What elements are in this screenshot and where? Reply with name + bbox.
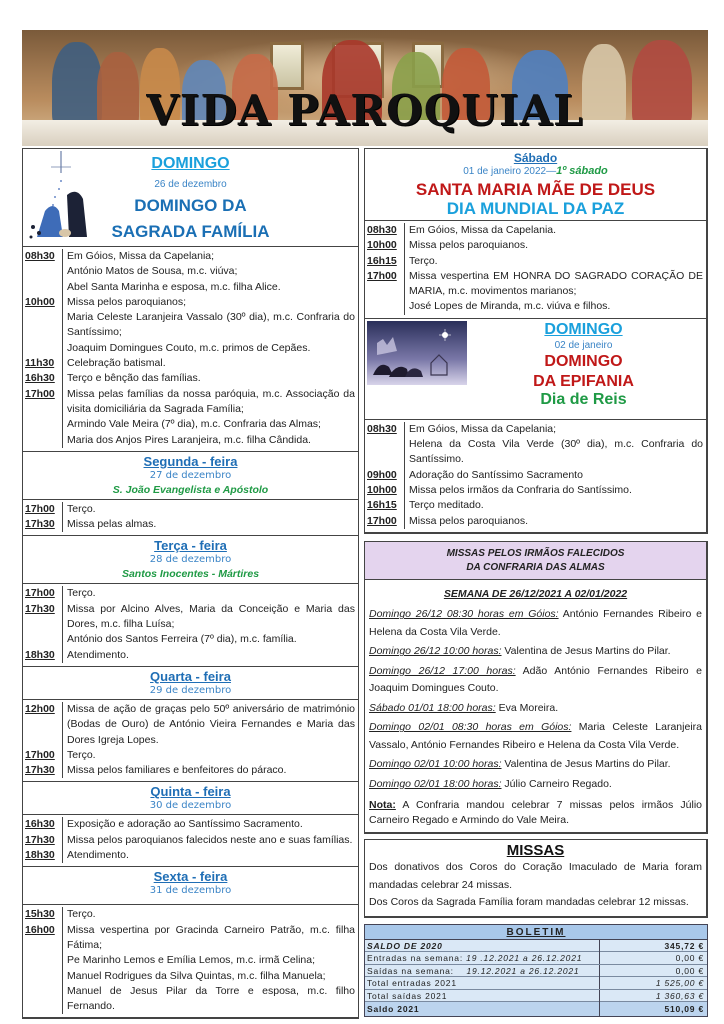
entry-description: José Lopes de Miranda, m.c. viúva e filhos.	[409, 300, 611, 313]
entry-time	[23, 433, 63, 448]
confraria-item-when: Domingo 02/01 08:30 horas em Góios:	[369, 721, 572, 734]
wednesday-day-name: Quarta - feira	[150, 668, 231, 684]
entry-time	[365, 299, 405, 314]
wednesday-header	[23, 667, 358, 700]
schedule-entry	[23, 763, 358, 778]
entry-description: Missa pelos paroquianos;	[67, 295, 187, 308]
boletim-label	[365, 1002, 600, 1016]
page-title: VIDA PAROQUIAL	[146, 86, 584, 135]
entry-description: Terço.	[67, 587, 96, 600]
saturday-day-name: Sábado	[513, 151, 558, 165]
friday-day-name: Sexta - feira	[153, 869, 228, 885]
entry-description: Manuel Rodrigues da Silva Quintas, m.c. filha Manuela;	[67, 969, 326, 982]
entry-time: 16h00	[23, 923, 63, 954]
entry-time: 12h00	[23, 702, 63, 748]
entry-time: 17h00	[23, 586, 63, 601]
entry-description: Atendimento.	[67, 849, 129, 862]
entry-time: 15h30	[23, 907, 63, 922]
schedule-entry	[365, 468, 706, 483]
entry-time: 10h00	[365, 483, 405, 498]
saturday-header	[365, 149, 706, 221]
confraria-item	[369, 719, 702, 754]
tuesday-date: 28 de dezembro	[149, 554, 232, 566]
confraria-item	[369, 606, 702, 641]
entry-description: Terço.	[409, 254, 438, 267]
entry-description: Abel Santa Marinha e esposa, m.c. filha Alice.	[67, 280, 281, 293]
entry-time: 16h15	[365, 498, 405, 513]
schedule-entry	[23, 702, 358, 748]
confraria-item	[369, 756, 702, 774]
confraria-item-when: Domingo 26/12 17:00 horas:	[369, 664, 516, 677]
entry-description: António Matos de Sousa, m.c. viúva;	[67, 265, 238, 278]
entry-time: 08h30	[365, 422, 405, 437]
friday-date: 31 de dezembro	[149, 885, 232, 897]
schedule-entry	[23, 417, 358, 432]
note-text: A Confraria mandou celebrar 7 missas pelos irmãos Júlio Carneiro Regado e Armindo do Vale Meira.	[369, 799, 702, 827]
entry-time: 16h30	[23, 371, 63, 386]
entry-description: Missa pelos paroquianos.	[409, 514, 529, 527]
saturday-sunday-box	[364, 148, 708, 534]
entry-time: 17h00	[365, 514, 405, 529]
schedule-entry	[365, 254, 706, 269]
epiphany-header	[365, 319, 706, 420]
confraria-item-who: Valentina de Jesus Martins do Pilar.	[501, 758, 671, 771]
entry-description: Terço.	[67, 748, 96, 761]
boletim-label-text: Saídas na semana:	[367, 965, 467, 976]
entry-time: 17h00	[365, 269, 405, 300]
entry-description: Missa vespertina EM HONRA DO SAGRADO CORAÇÃO DE MARIA, m.c. movimentos marianos;	[409, 269, 703, 298]
epiphany-feast-line2: DA EPIFANIA	[533, 372, 634, 390]
entry-time	[23, 953, 63, 968]
schedule-entry	[23, 969, 358, 984]
schedule-entry	[23, 502, 358, 517]
boletim-value: 0,00 €	[675, 953, 704, 964]
schedule-entry	[23, 748, 358, 763]
entry-time	[365, 437, 405, 468]
boletim-row	[365, 940, 707, 953]
entry-time: 17h30	[23, 833, 63, 848]
missas-box	[364, 839, 708, 918]
boletim-value: 0,00 €	[675, 965, 704, 976]
schedule-entry	[365, 422, 706, 437]
entry-description: Terço meditado.	[409, 499, 484, 512]
boletim-label-text: Total saídas 2021	[367, 990, 448, 1001]
boletim-period: 19.12.2021 a 26.12.2021	[466, 965, 580, 976]
boletim-label-text: Total entradas 2021	[367, 978, 457, 989]
entry-time: 17h30	[23, 763, 63, 778]
schedule-entry	[23, 848, 358, 863]
confraria-item-when: Domingo 02/01 18:00 horas:	[369, 777, 502, 790]
entry-description: Helena da Costa Vila Verde (30º dia), m.c. Confraria do Santíssimo.	[409, 438, 703, 466]
entry-description: Missa pelas almas.	[67, 518, 157, 531]
entry-description: Missa pelos paroquianos falecidos neste ano e suas famílias.	[67, 833, 353, 846]
epiphany-feast-line3: Dia de Reis	[540, 390, 627, 408]
entry-time: 10h00	[23, 295, 63, 310]
boletim-value: 1 525,00 €	[655, 978, 704, 989]
boletim-label	[365, 977, 600, 989]
boletim-value: 1 360,63 €	[655, 990, 704, 1001]
note-label: Nota:	[369, 799, 396, 812]
boletim-row	[365, 965, 707, 978]
tuesday-day-name: Terça - feira	[154, 538, 227, 554]
boletim-label	[365, 952, 600, 964]
thursday-day-name: Quinta - feira	[150, 784, 231, 800]
sunday-header	[23, 149, 358, 247]
sunday-date: 26 de dezembro	[154, 179, 227, 190]
entry-time	[23, 984, 63, 1015]
entry-time: 17h00	[23, 502, 63, 517]
boletim-header	[365, 925, 707, 940]
entry-description: Maria dos Anjos Pires Laranjeira, m.c. filha Cândida.	[67, 433, 311, 446]
boletim-value: 345,72 €	[664, 940, 704, 951]
right-column	[364, 148, 708, 1017]
entry-description: Em Góios, Missa da Capelania;	[409, 422, 557, 435]
schedule-entry	[365, 299, 706, 314]
confraria-note	[369, 798, 702, 828]
sunday-feast-line1: DOMINGO DA	[134, 196, 247, 215]
entry-description: Missa por Alcino Alves, Maria da Conceição e Maria das Dores, m.c. filha Luísa;	[67, 602, 355, 631]
confraria-item-who: Eva Moreira.	[495, 701, 559, 714]
boletim-label	[365, 940, 600, 952]
schedule-entry	[23, 632, 358, 647]
confraria-item	[369, 643, 702, 661]
schedule-entry	[23, 310, 358, 341]
schedule-entry	[365, 223, 706, 238]
entry-time: 17h00	[23, 387, 63, 418]
confraria-header	[365, 542, 706, 580]
boletim-value: 510,09 €	[664, 1004, 704, 1015]
epiphany-schedule	[365, 420, 706, 532]
schedule-entry	[23, 817, 358, 832]
boletim-row	[365, 990, 707, 1003]
schedule-entry	[23, 341, 358, 356]
boletim-row	[365, 952, 707, 965]
monday-header	[23, 452, 358, 500]
saturday-peace-day: DIA MUNDIAL DA PAZ	[446, 199, 625, 218]
schedule-entry	[365, 483, 706, 498]
boletim-label	[365, 965, 600, 977]
wednesday-date: 29 de dezembro	[149, 684, 232, 696]
tuesday-saint: Santos Inocentes - Mártires	[121, 568, 260, 581]
schedule-entry	[365, 269, 706, 300]
confraria-item	[369, 776, 702, 794]
entry-description: Missa pelos paroquianos.	[409, 239, 529, 252]
entry-description: Missa vespertina por Gracinda Carneiro Patrão, m.c. filha Fátima;	[67, 923, 355, 951]
schedule-entry	[23, 984, 358, 1015]
entry-description: Terço.	[67, 908, 96, 921]
three-kings-icon	[367, 321, 467, 385]
boletim-row	[365, 977, 707, 990]
schedule-entry	[23, 356, 358, 371]
schedule-entry	[23, 907, 358, 922]
entry-description: Atendimento.	[67, 648, 129, 661]
friday-schedule	[23, 905, 358, 1017]
entry-time: 09h00	[365, 468, 405, 483]
sunday-feast-line2: SAGRADA FAMÍLIA	[111, 222, 270, 241]
schedule-entry	[23, 387, 358, 418]
boletim-label-text: Saldo 2021	[367, 1004, 420, 1015]
missas-title: MISSAS	[506, 842, 565, 860]
first-saturday-label: 1º sábado	[556, 165, 608, 177]
schedule-entry	[23, 295, 358, 310]
entry-description: Manuel de Jesus Pilar da Torre e esposa, m.c. filho Fernando.	[67, 984, 355, 1013]
entry-time	[23, 264, 63, 279]
entry-time: 18h30	[23, 648, 63, 663]
epiphany-day-name: DOMINGO	[544, 320, 623, 338]
schedule-entry	[23, 586, 358, 601]
confraria-week: SEMANA DE 26/12/2021 A 02/01/2022	[443, 587, 628, 600]
entry-description: Missa pelos irmãos da Confraria do Santíssimo.	[409, 483, 632, 496]
schedule-entry	[23, 923, 358, 954]
confraria-item-who: António Fernandes Ribeiro e Helena da Costa Vila Verde.	[369, 608, 702, 638]
entry-time: 08h30	[365, 223, 405, 238]
entry-time: 17h30	[23, 602, 63, 633]
confraria-item-when: Domingo 26/12 08:30 horas em Góios:	[369, 608, 559, 621]
entry-time: 11h30	[23, 356, 63, 371]
confraria-title-line1: MISSAS PELOS IRMÃOS FALECIDOS	[446, 547, 625, 559]
saturday-feast: SANTA MARIA MÃE DE DEUS	[415, 180, 656, 199]
confraria-item-when: Sábado 01/01 18:00 horas:	[369, 701, 496, 714]
schedule-entry	[23, 249, 358, 264]
entry-time: 16h15	[365, 254, 405, 269]
entry-time	[23, 417, 63, 432]
entry-description: Terço.	[67, 502, 96, 515]
thursday-date: 30 de dezembro	[149, 800, 232, 812]
schedule-entry	[23, 833, 358, 848]
boletim-label	[365, 990, 600, 1002]
entry-time: 08h30	[23, 249, 63, 264]
saturday-schedule	[365, 221, 706, 319]
entry-time	[23, 632, 63, 647]
monday-day-name: Segunda - feira	[143, 453, 238, 469]
entry-description: Em Góios, Missa da Capelania.	[409, 224, 557, 236]
entry-description: Exposição e adoração ao Santíssimo Sacramento.	[67, 818, 303, 831]
boletim-label-text: Entradas na semana:	[367, 953, 467, 964]
confraria-item	[369, 663, 702, 698]
header-banner	[22, 30, 708, 146]
schedule-entry	[23, 280, 358, 295]
confraria-item	[369, 700, 702, 718]
missas-text-2: Dos Coros da Sagrada Família foram mandadas celebrar 12 missas.	[369, 896, 689, 909]
left-column	[22, 148, 359, 1019]
confraria-item-who: Valentina de Jesus Martins do Pilar.	[501, 645, 671, 658]
entry-time: 17h00	[23, 748, 63, 763]
schedule-entry	[23, 648, 358, 663]
entry-time: 17h30	[23, 517, 63, 532]
schedule-entry	[23, 517, 358, 532]
tuesday-header	[23, 536, 358, 584]
entry-time: 16h30	[23, 817, 63, 832]
schedule-entry	[23, 264, 358, 279]
entry-description: Armindo Vale Meira (7º dia), m.c. Confraria das Almas;	[67, 418, 321, 431]
confraria-list	[369, 606, 702, 793]
schedule-entry	[23, 433, 358, 448]
schedule-entry	[365, 238, 706, 253]
monday-date: 27 de dezembro	[149, 469, 232, 481]
schedule-entry	[23, 602, 358, 633]
friday-header	[23, 867, 358, 905]
thursday-header	[23, 782, 358, 815]
entry-description: Missa de ação de graças pelo 50º aniversário de matrimónio (Bodas de Ouro) de António Vieira Fernandes e Maria das Dores Igreja Lopes.	[67, 702, 355, 746]
confraria-item-who: Júlio Carneiro Regado.	[501, 777, 612, 790]
entry-time	[23, 310, 63, 341]
entry-description: Celebração batismal.	[67, 357, 166, 370]
schedule-entry	[23, 953, 358, 968]
boletim-row	[365, 1002, 707, 1016]
entry-description: Terço e bênção das famílias.	[67, 372, 201, 385]
entry-description: Em Góios, Missa da Capelania;	[67, 250, 215, 262]
wednesday-schedule	[23, 700, 358, 782]
entry-description: Missa pelas famílias da nossa paróquia, m.c. Associação da visita domiciliária da Sagrada Família;	[67, 387, 355, 415]
schedule-entry	[365, 514, 706, 529]
entry-time: 10h00	[365, 238, 405, 253]
confraria-item-when: Domingo 26/12 10:00 horas:	[369, 645, 502, 658]
epiphany-date: 02 de janeiro	[554, 339, 613, 351]
monday-schedule	[23, 500, 358, 537]
missas-text-1: Dos donativos dos Coros do Coração Imaculado de Maria foram mandadas celebrar 24 missas.	[369, 861, 702, 891]
entry-time	[23, 280, 63, 295]
schedule-entry	[23, 371, 358, 386]
thursday-schedule	[23, 815, 358, 867]
entry-time	[23, 969, 63, 984]
confraria-item-who: Maria Celeste Laranjeira Vassalo, António Fernandes Ribeiro e Helena da Costa Vila Verde.	[369, 721, 702, 751]
entry-time	[23, 341, 63, 356]
epiphany-feast-line1: DOMINGO	[544, 352, 623, 370]
sunday-schedule	[23, 247, 358, 452]
entry-description: Joaquim Domingues Couto, m.c. primos de Cepães.	[67, 341, 311, 354]
entry-time: 18h30	[23, 848, 63, 863]
monday-saint: S. João Evangelista e Apóstolo	[112, 483, 269, 496]
schedule-entry	[365, 498, 706, 513]
boletim-label-text: SALDO DE 2020	[367, 940, 443, 951]
sunday-day-name: DOMINGO	[151, 155, 230, 172]
confraria-item-when: Domingo 02/01 10:00 horas:	[369, 758, 502, 771]
boletim-period: 19 .12.2021 a 26.12.2021	[466, 953, 583, 964]
confraria-title-line2: DA CONFRARIA DAS ALMAS	[466, 561, 605, 573]
boletim-table	[364, 924, 708, 1018]
boletim-title: BOLETIM	[506, 926, 566, 938]
saturday-date: 01 de janeiro 2022—	[463, 166, 557, 177]
nativity-icon	[27, 151, 99, 243]
entry-description: António dos Santos Ferreira (7º dia), m.c. família.	[67, 633, 297, 646]
entry-description: Adoração do Santíssimo Sacramento	[409, 468, 583, 481]
confraria-box	[364, 541, 708, 835]
entry-description: Pe Marinho Lemos e Emília Lemos, m.c. irmã Celina;	[67, 954, 316, 967]
entry-description: Maria Celeste Laranjeira Vassalo (30º dia), m.c. Confraria do Santíssimo;	[67, 311, 355, 339]
confraria-item-who: Adão António Fernandes Ribeiro e Joaquim Domingues Couto.	[369, 664, 702, 695]
schedule-entry	[365, 437, 706, 468]
tuesday-schedule	[23, 584, 358, 666]
entry-description: Missa pelos familiares e benfeitores do páraco.	[67, 764, 287, 777]
